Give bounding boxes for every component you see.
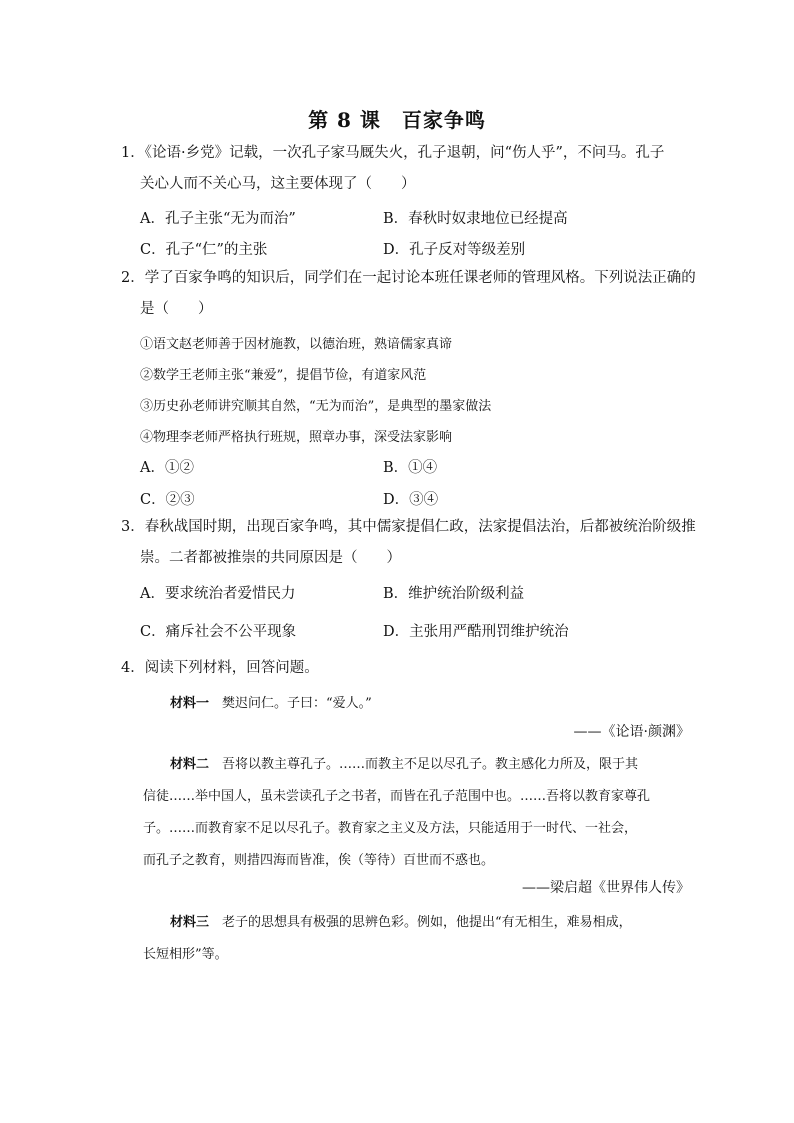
material-1-text: 樊迟问仁。子曰：“爱人。” [209, 696, 372, 711]
material-2-source: ——梁启超《世界伟人传》 [522, 880, 690, 896]
question-2-text-line-1: 2．学了百家争鸣的知识后，同学们在一起讨论本班任课老师的管理风格。下列说法正确的 [121, 270, 696, 286]
question-2-statement-4: ④物理李老师严格执行班规，照章办事，深受法家影响 [140, 430, 453, 445]
question-4-intro: 4．阅读下列材料，回答问题。 [121, 660, 319, 676]
material-1 [170, 692, 372, 711]
question-1-option-c: C．孔子“仁”的主张 [140, 242, 268, 258]
question-1-option-b: B．春秋时奴隶地位已经提高 [383, 211, 568, 227]
material-3-text-1: 老子的思想具有极强的思辨色彩。例如，他提出“有无相生，难易相成， [209, 915, 632, 930]
question-3-option-c: C．痛斥社会不公平现象 [140, 624, 297, 640]
page-title: 第 8 课 百家争鸣 [308, 108, 486, 132]
question-1-option-d: D．孔子反对等级差别 [383, 242, 526, 258]
material-3-line-2: 长短相形”等。 [143, 947, 228, 962]
material-2-line-4: 而孔子之教育，则措四海而皆准，俟（等待）百世而不惑也。 [143, 853, 495, 868]
question-4 [121, 653, 681, 684]
material-2-label: 材料二 [170, 757, 210, 772]
material-1-label: 材料一 [170, 696, 210, 711]
question-3-text-line-2: 崇。二者都被推崇的共同原因是（ ） [140, 550, 401, 566]
question-2-option-a: A．①② [140, 460, 194, 476]
question-2-statement-3: ③历史孙老师讲究顺其自然，“无为而治”，是典型的墨家做法 [140, 399, 492, 414]
material-2-text-1: 吾将以教主尊孔子。……而教主不足以尽孔子。教主感化力所及，限于其 [209, 757, 639, 772]
question-2-option-c: C．②③ [140, 492, 195, 508]
question-3-option-b: B．维护统治阶级利益 [383, 586, 525, 602]
question-2-option-d: D．③④ [383, 492, 439, 508]
question-3-option-d: D．主张用严酷刑罚维护统治 [383, 624, 569, 640]
question-3 [121, 512, 696, 574]
material-3-line-1 [170, 911, 632, 930]
question-1-text-line-1: 1．《论语·乡党》记载，一次孔子家马厩失火，孔子退朝，问“伤人乎”，不问马。孔子 [121, 145, 665, 161]
question-2 [121, 263, 696, 325]
question-1-text-line-2: 关心人而不关心马，这主要体现了（ ） [140, 176, 416, 192]
material-2-line-2: 信徒……举中国人，虽未尝读孔子之书者，而皆在孔子范围中也。……吾将以教育家尊孔 [143, 789, 651, 804]
question-2-text-line-2: 是（ ） [140, 301, 213, 317]
question-2-statement-2: ②数学王老师主张“兼爱”，提倡节俭，有道家风范 [140, 368, 427, 383]
question-2-option-b: B．①④ [383, 460, 438, 476]
question-3-text-line-1: 3．春秋战国时期，出现百家争鸣，其中儒家提倡仁政，法家提倡法治，后都被统治阶级推 [121, 519, 696, 535]
material-2-line-3: 子。……而教育家不足以尽孔子。教育家之主义及方法，只能适用于一时代、一社会， [143, 821, 638, 836]
material-3-label: 材料三 [170, 915, 210, 930]
question-1-option-a: A．孔子主张“无为而治” [140, 211, 296, 227]
question-2-statement-1: ①语文赵老师善于因材施教，以德治班，熟谙儒家真谛 [140, 337, 453, 352]
question-1 [121, 138, 681, 200]
material-1-source: ——《论语·颜渊》 [573, 724, 690, 740]
question-3-option-a: A．要求统治者爱惜民力 [140, 586, 296, 602]
material-2-line-1 [170, 753, 638, 772]
